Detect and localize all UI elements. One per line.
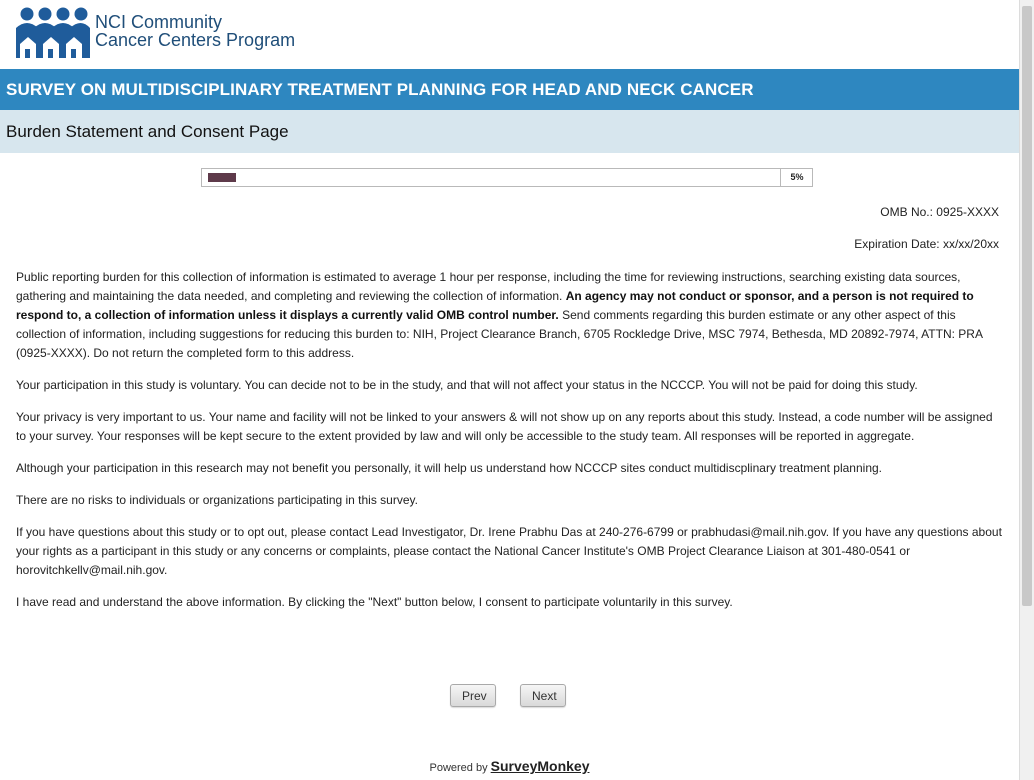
voluntary-paragraph: Your participation in this study is voluntary. You can decide not to be in the study, and that will not affect your status in the NCCCP. You will not be paid for doing this study. <box>16 378 918 392</box>
progress-bar <box>201 168 813 187</box>
consent-content <box>16 268 1002 625</box>
survey-title: SURVEY ON MULTIDISCIPLINARY TREATMENT PLANNING FOR HEAD AND NECK CANCER <box>6 80 754 99</box>
next-button[interactable]: Next <box>520 684 566 707</box>
burden-statement <box>16 268 1002 363</box>
powered-by-text: Powered by <box>429 762 491 774</box>
footer <box>0 758 1019 774</box>
survey-title-bar <box>0 69 1019 110</box>
logo-line1: NCI Community <box>95 12 223 32</box>
contact-paragraph: If you have questions about this study or to opt out, please contact Lead Investigator, Dr. Irene Prabhu Das at 240-276-6799 or prabhudasi@mail.nih.gov. If you have any questions about your rights as a participant in this study or any concerns or complaints, please contact the National Cancer Institute's OMB Project Clearance Liaison at 301-480-0541 or horovitchkellv@mail.nih.gov. <box>16 525 1002 577</box>
logo-line2: Cancer Centers Program <box>95 30 296 50</box>
progress-fill <box>208 173 236 182</box>
prev-button[interactable]: Prev <box>450 684 496 707</box>
expiration-date: Expiration Date: xx/xx/20xx <box>854 237 999 251</box>
people-logo-icon <box>14 6 90 58</box>
omb-number: OMB No.: 0925-XXXX <box>880 205 999 219</box>
burden-text-2: Send comments regarding this burden estimate or any other aspect of this collection of information, including suggestions for reducing this burden to: NIH, Project Clearance Branch, 6705 Rockledge Drive, MSC 7974, Bethesda, MD 20892-7974, ATTN: PRA (0925-XXXX). Do not return the completed form to this address. <box>16 308 983 360</box>
vertical-scrollbar[interactable] <box>1019 0 1034 780</box>
progress-track <box>202 169 780 186</box>
progress-percent: 5% <box>780 169 813 186</box>
page-title-bar <box>0 110 1019 153</box>
nci-logo <box>14 6 314 62</box>
logo-text <box>95 13 295 49</box>
burden-text-1: Public reporting burden for this collection of information is estimated to average 1 hour per response, including the time for reviewing instructions, searching existing data sources, gathering and maintaining the data needed, and completing and reviewing the collection of information. <box>16 270 961 303</box>
page-title: Burden Statement and Consent Page <box>6 122 289 141</box>
surveymonkey-link[interactable]: SurveyMonkey <box>490 758 590 774</box>
benefit-paragraph: Although your participation in this research may not benefit you personally, it will help us understand how NCCCP sites conduct multidiscplinary treatment planning. <box>16 461 883 475</box>
consent-paragraph: I have read and understand the above information. By clicking the "Next" button below, I consent to participate voluntarily in this survey. <box>16 595 733 609</box>
burden-bold-text: An agency may not conduct or sponsor, and a person is not required to respond to, a collection of information unless it displays a currently valid OMB control number. <box>16 289 974 322</box>
scrollbar-thumb[interactable] <box>1022 6 1032 606</box>
risks-paragraph: There are no risks to individuals or organizations participating in this survey. <box>16 493 418 507</box>
privacy-paragraph: Your privacy is very important to us. Your name and facility will not be linked to your answers & will not show up on any reports about this study. Instead, a code number will be assigned to your survey. Your responses will be kept secure to the extent provided by law and will only be accessible to the study team. All responses will be reported in aggregate. <box>16 410 993 443</box>
